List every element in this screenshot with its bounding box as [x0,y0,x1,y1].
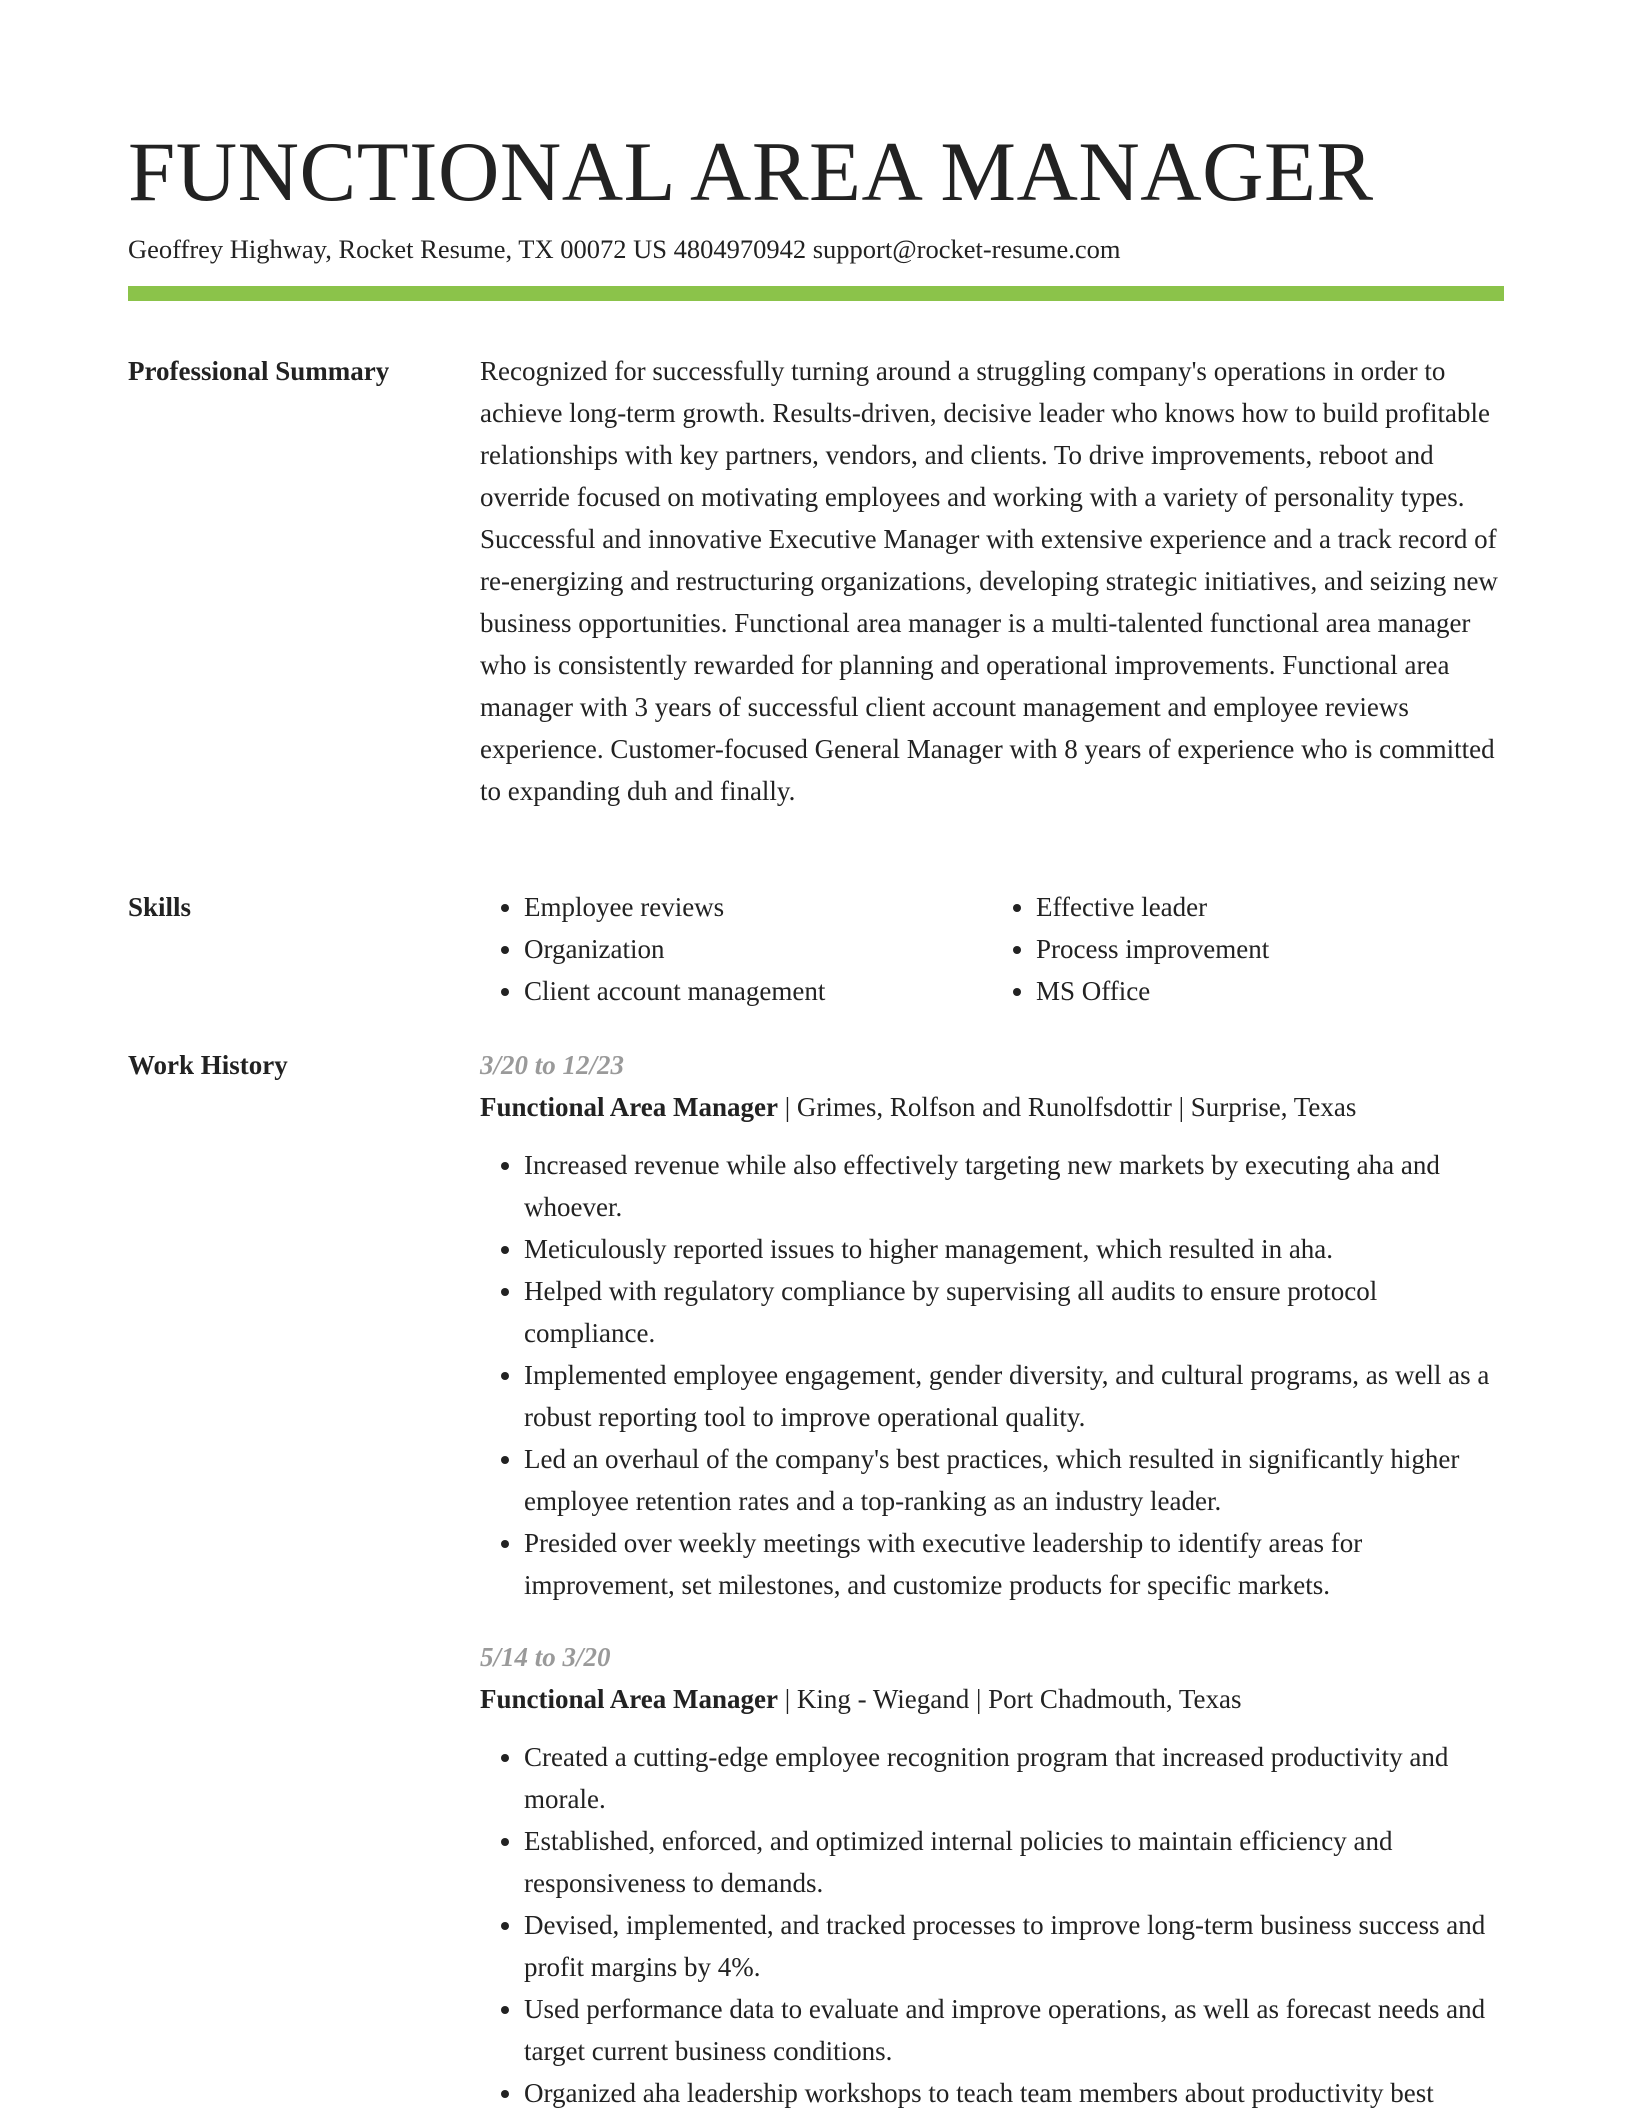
contact-line: Geoffrey Highway, Rocket Resume, TX 00072 US 4804970942 support@rocket-resume.com [128,234,1121,264]
skill-item: • Employee reviews [524,886,992,928]
job-bullets [480,1736,1504,2114]
job-bullet: • Increased revenue while also effectively targeting new markets by executing aha and whoever. [524,1144,1504,1228]
skills-column-right [992,886,1504,1012]
job-bullet: • Led an overhaul of the company's best practices, which resulted in significantly higher employee retention rates and a top-ranking as an industry leader. [524,1438,1504,1522]
job-entry [480,1636,1504,2114]
job-title: Functional Area Manager [480,1684,778,1714]
skill-item: • Process improvement [1036,928,1504,970]
job-bullet: • Presided over weekly meetings with executive leadership to identify areas for improvement, set milestones, and customize products for specific markets. [524,1522,1504,1606]
job-heading [480,1678,1504,1720]
job-title: Functional Area Manager [480,1092,778,1122]
job-bullet: • Meticulously reported issues to higher management, which resulted in aha. [524,1228,1504,1270]
skills-column-left [480,886,992,1012]
summary-text: Recognized for successfully turning around a struggling company's operations in order to achieve long-term growth. Results-driven, decisive leader who knows how to build profitable relationships with key partners, vendors, and clients. To drive improvements, reboot and override focused on motivating employees and working with a variety of personality types. Successful and innovative Executive Manager with extensive experience and a track record of re-energizing and restructuring organizations, developing strategic initiatives, and seizing new business opportunities. Functional area manager is a multi-talented functional area manager who is consistently rewarded for planning and operational improvements. Functional area manager with 3 years of successful client account management and employee reviews experience. Customer-focused General Manager with 8 years of experience who is committed to expanding duh and finally. [480,356,1498,806]
job-details: | King - Wiegand | Port Chadmouth, Texas [777,1684,1242,1714]
skill-item: • Client account management [524,970,992,1012]
skills-body [480,886,1504,1012]
skill-item: • MS Office [1036,970,1504,1012]
job-entry [480,1044,1504,1606]
skill-item: • Organization [524,928,992,970]
work-body [480,1044,1504,2114]
summary-label: Professional Summary [128,356,390,386]
job-bullet: • Implemented employee engagement, gender diversity, and cultural programs, as well as a robust reporting tool to improve operational quality. [524,1354,1504,1438]
job-dates: 5/14 to 3/20 [480,1642,611,1672]
job-dates: 3/20 to 12/23 [480,1050,625,1080]
job-heading [480,1086,1504,1128]
job-details: | Grimes, Rolfson and Runolfsdottir | Surprise, Texas [777,1092,1357,1122]
skills-label: Skills [128,892,192,922]
job-bullet: • Helped with regulatory compliance by supervising all audits to ensure protocol compliance. [524,1270,1504,1354]
header-divider [128,286,1504,301]
resume-title: FUNCTIONAL AREA MANAGER [128,125,1374,219]
work-label: Work History [128,1050,288,1080]
job-bullet: • Established, enforced, and optimized internal policies to maintain efficiency and responsiveness to demands. [524,1820,1504,1904]
job-bullets [480,1144,1504,1606]
job-bullet: • Devised, implemented, and tracked processes to improve long-term business success and profit margins by 4%. [524,1904,1504,1988]
skill-item: • Effective leader [1036,886,1504,928]
job-bullet: • Organized aha leadership workshops to teach team members about productivity best [524,2072,1504,2114]
job-bullet: • Created a cutting-edge employee recognition program that increased productivity and morale. [524,1736,1504,1820]
job-bullet: • Used performance data to evaluate and improve operations, as well as forecast needs and target current business conditions. [524,1988,1504,2072]
summary-body [480,350,1504,812]
skills-grid [480,886,1504,1012]
